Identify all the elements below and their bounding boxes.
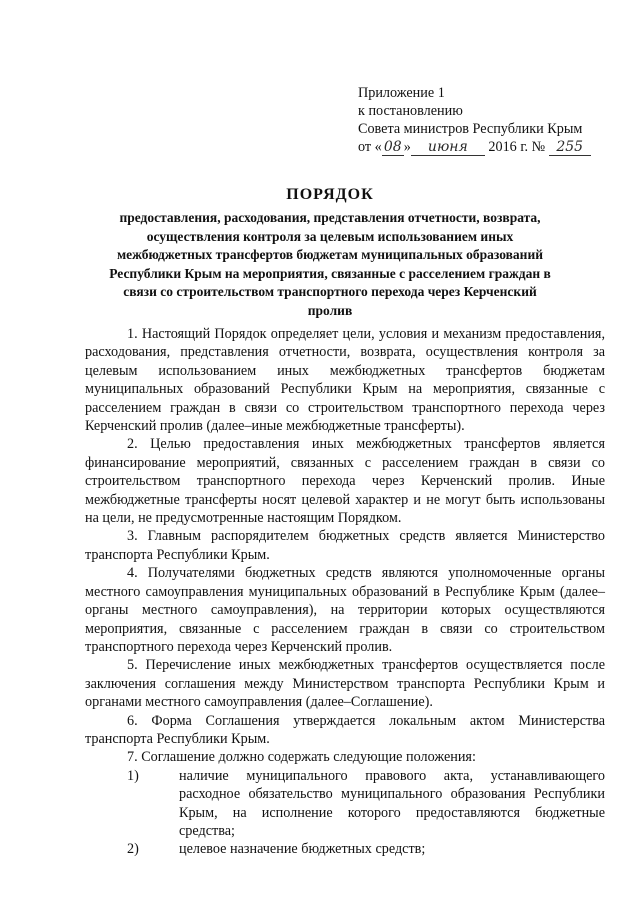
appendix-header [358,84,628,156]
document-subtitle: предоставления, расходования, представления отчетности, возврата, осуществления контроля за целевым использованием иных межбюджетных трансфертов бюджетам муниципальных образований Республики Крым на мероприятия, связанные с расселением граждан в связи со строительством транспортного перехода через Керченский пролив [109,210,551,318]
appendix-resolution-ref: к постановлению [358,103,463,119]
subitem-number: 1) [127,767,139,784]
subitem-1 [85,767,605,841]
document-title-block [100,184,560,320]
subitem-number: 2) [127,841,139,858]
document-title: ПОРЯДОК [286,186,374,203]
paragraph-5: 5. Перечисление иных межбюджетных трансфертов осуществляется после заключения соглашения между Министерством транспорта Республики Крым и органами местного самоуправления (далее–Соглашение). [85,657,605,711]
date-quote-close: » [403,139,411,155]
handwritten-month: июня [411,140,485,156]
paragraph-1: 1. Настоящий Порядок определяет цели, условия и механизм предоставления, расходования, представления отчетности, возврата, осуществления контроля за целевым использованием иных межбюджетных трансфертов бюджетам муниципальных образований Республики Крым на мероприятия, связанные с расселением граждан в связи со строительством транспортного перехода через Керченский пролив (далее–иные межбюджетные трансферты). [85,326,605,435]
paragraph-4: 4. Получателями бюджетных средств являются уполномоченные органы местного самоуправления муниципальных образований в Республике Крым (далее–органы местного самоуправления), на территории которых осуществляются мероприятия, связанные с расселением граждан в связи со строительством транспортного перехода через Керченский пролив. [85,565,605,655]
handwritten-day: 08 [382,140,404,156]
date-prefix: от « [358,139,382,155]
paragraph-7: 7. Соглашение должно содержать следующие положения: [127,749,476,766]
subitem-text: целевое назначение бюджетных средств; [179,841,426,858]
subitem-text: наличие муниципального правового акта, устанавливающего расходное обязательство муниципального образования Республики Крым, на исполнение которого предоставляются бюджетные средства; [179,767,605,839]
appendix-date-line [358,138,628,156]
appendix-council: Совета министров Республики Крым [358,121,583,137]
paragraph-3: 3. Главным распорядителем бюджетных средств является Министерство транспорта Республики Крым. [85,528,605,563]
appendix-label: Приложение 1 [358,85,445,101]
paragraph-2: 2. Целью предоставления иных межбюджетных трансфертов является финансирование мероприятий, связанных с расселением граждан в связи со строительством транспортного перехода через Керченский пролив. Иные межбюджетные трансферты носят целевой характер и не могут быть использованы на цели, не предусмотренные настоящим Порядком. [85,436,605,527]
paragraph-6: 6. Форма Соглашения утверждается локальным актом Министерства транспорта Республики Крым. [85,712,605,747]
subitem-2 [85,840,605,858]
date-year: 2016 г. № [484,139,549,155]
document-body [85,325,605,859]
handwritten-doc-number: 255 [549,140,591,156]
